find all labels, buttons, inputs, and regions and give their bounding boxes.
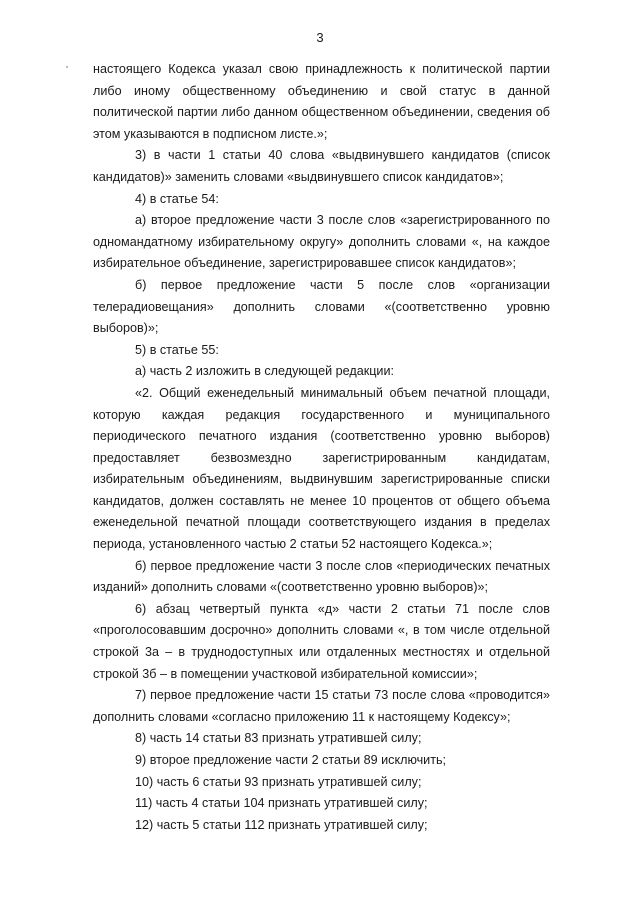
paragraph: 11) часть 4 статьи 104 признать утратившей силу; <box>135 796 428 811</box>
paragraph: 7) первое предложение части 15 статьи 73 после слова «проводится» дополнить словами «согласно приложению 11 к настоящему Кодексу»; <box>93 688 550 724</box>
paragraph: а) второе предложение части 3 после слов «зарегистрированного по одномандатному избирательному округу» дополнить словами «, на каждое избирательное объединение, зарегистрировавшее список кандидатов»; <box>93 213 550 271</box>
paragraph: 5) в статье 55: <box>135 342 219 357</box>
paragraph: 4) в статье 54: <box>135 191 219 206</box>
paragraph: 3) в части 1 статьи 40 слова «выдвинувшего кандидатов (список кандидатов)» заменить словами «выдвинувшего список кандидатов»; <box>93 148 550 184</box>
page-number: 3 <box>316 30 324 45</box>
paragraph: 10) часть 6 статьи 93 признать утратившей силу; <box>135 774 422 789</box>
paragraph: 8) часть 14 статьи 83 признать утратившей силу; <box>135 731 422 746</box>
paragraph: настоящего Кодекса указал свою принадлежность к политической партии либо иному общественному объединению и свой статус в данной политической партии либо данном общественном объединении, сведения об этом указываются в подписном листе.»; <box>93 62 550 141</box>
paragraph: 6) абзац четвертый пункта «д» части 2 статьи 71 после слов «проголосовавшим досрочно» дополнить словами «, в том числе отдельной строкой 3а – в труднодоступных или отдаленных местностях и отдельной строкой 3б – в помещении участковой избирательной комиссии»; <box>93 601 550 681</box>
document-body <box>93 59 550 836</box>
scan-speck <box>66 66 68 68</box>
paragraph: 12) часть 5 статьи 112 признать утратившей силу; <box>135 817 428 832</box>
paragraph: б) первое предложение части 5 после слов «организации телерадиовещания» дополнить словами «(соответственно уровню выборов)»; <box>93 277 550 336</box>
paragraph: 9) второе предложение части 2 статьи 89 исключить; <box>135 753 447 767</box>
paragraph: б) первое предложение части 3 после слов «периодических печатных изданий» дополнить словами «(соответственно уровню выборов)»; <box>93 558 550 595</box>
paragraph: «2. Общий еженедельный минимальный объем печатной площади, которую каждая редакция государственного и муниципального периодического печатного издания (соответственно уровню выборов) предоставляет безвозмездно зарегистрированным кандидатам, избирательным объединениям, выдвинувшим зарегистрированные списки кандидатов, должен составлять не менее 10 процентов от общего объема еженедельной печатной площади соответствующего издания в пределах периода, установленного частью 2 статьи 52 настоящего Кодекса.»; <box>93 385 550 552</box>
paragraph: а) часть 2 изложить в следующей редакции: <box>135 364 394 379</box>
